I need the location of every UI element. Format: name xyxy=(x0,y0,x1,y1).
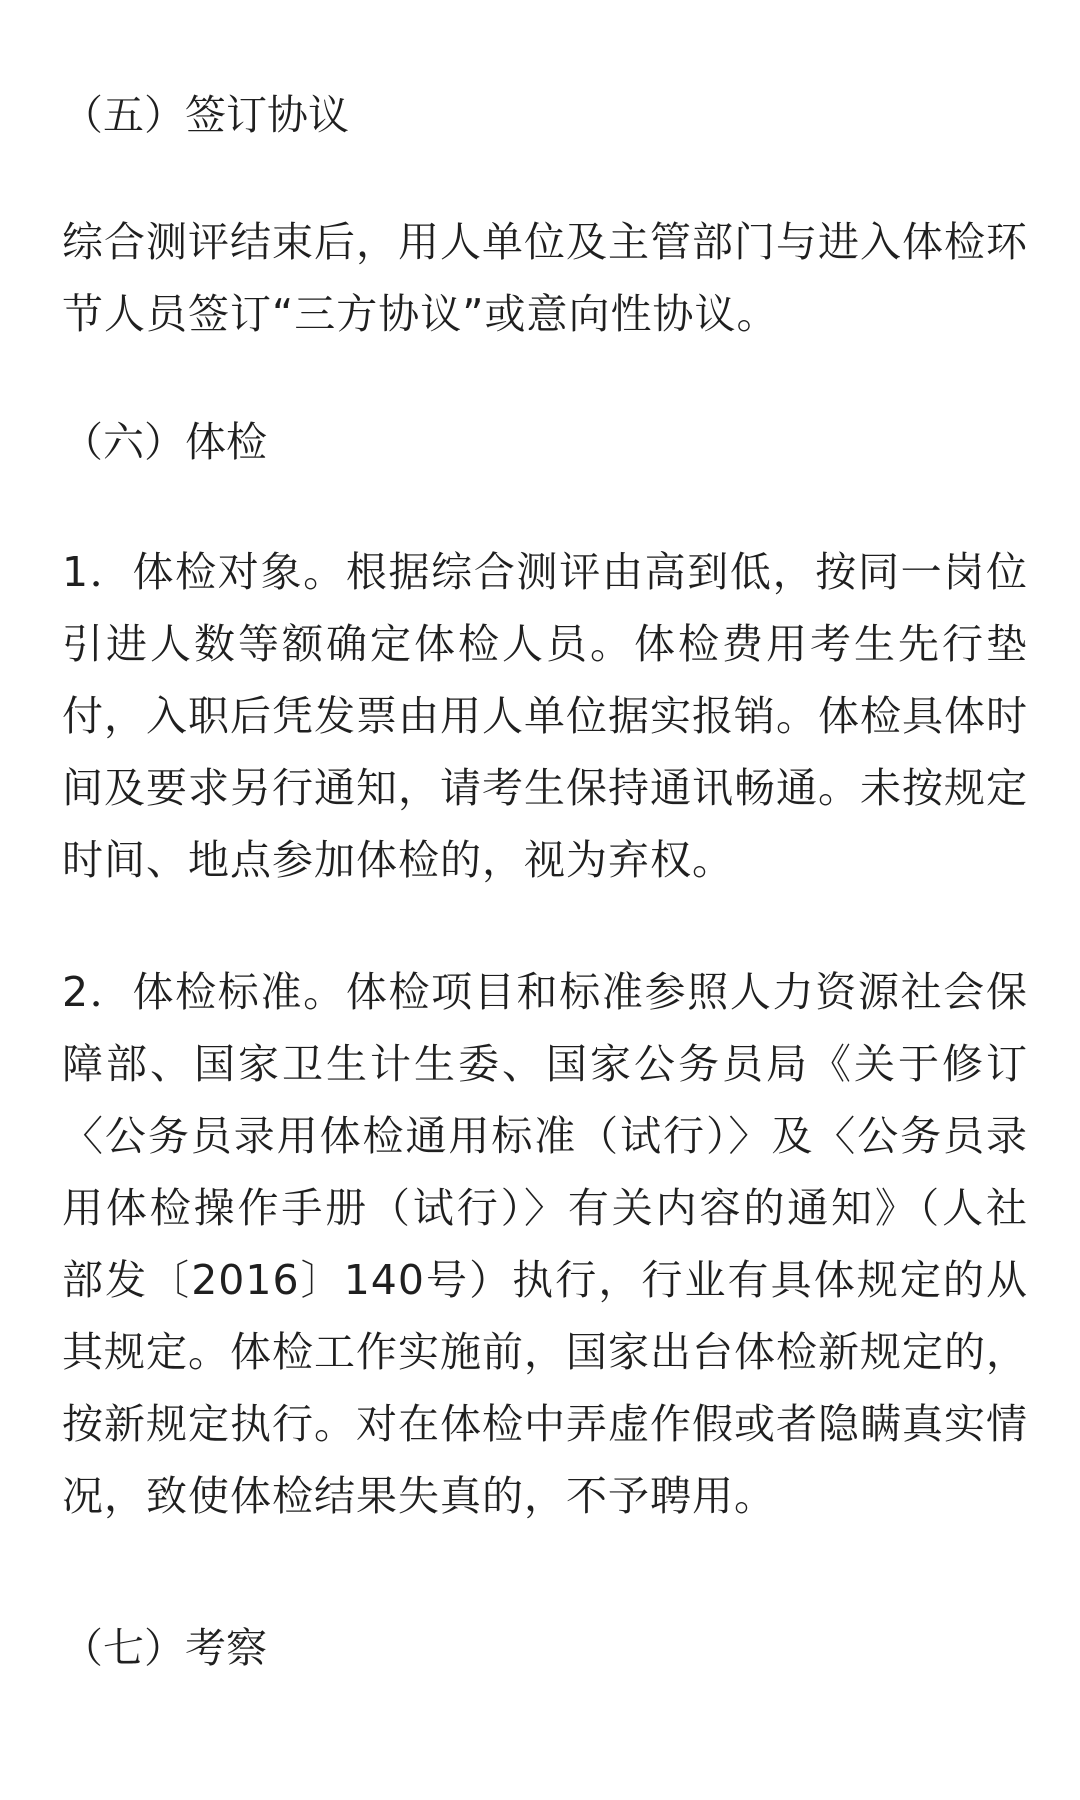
paragraph-exam-standards: 2．体检标准。体检项目和标准参照人力资源社会保障部、国家卫生计生委、国家公务员局《关于修订〈公务员录用体检通用标准（试行）〉及〈公务员录用体检操作手册（试行）〉有关内容的通知》（人社部发〔2016〕140号）执行，行业有具体规定的从其规定。体检工作实施前，国家出台体检新规定的，按新规定执行。对在体检中弄虚作假或者隐瞒真实情况，致使体检结果失真的，不予聘用。 xyxy=(62,968,1028,1520)
section-heading-sign-agreement: （五）签订协议 xyxy=(62,91,349,139)
paragraph-exam-subjects: 1．体检对象。根据综合测评由高到低，按同一岗位引进人数等额确定体检人员。体检费用考生先行垫付，入职后凭发票由用人单位据实报销。体检具体时间及要求另行通知，请考生保持通讯畅通。未按规定时间、地点参加体检的，视为弃权。 xyxy=(62,548,1028,884)
paragraph-sign-agreement: 综合测评结束后，用人单位及主管部门与进入体检环节人员签订“三方协议”或意向性协议。 xyxy=(62,218,1028,338)
section-heading-physical-exam: （六）体检 xyxy=(62,418,267,466)
section-heading-inspection: （七）考察 xyxy=(62,1624,267,1672)
